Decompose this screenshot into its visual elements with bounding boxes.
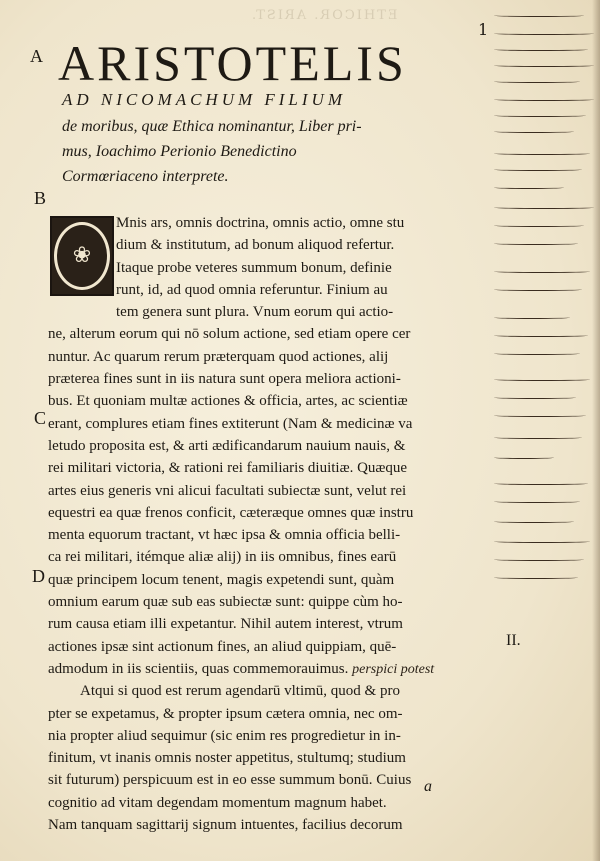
handwriting-stroke bbox=[494, 352, 580, 355]
text-line: quæ principem locum tenent, magis expetendi sunt, quàm bbox=[48, 571, 395, 588]
text-line: Itaque probe veteres summum bonum, definie bbox=[116, 259, 392, 276]
handwriting-stroke bbox=[494, 436, 582, 439]
marginal-letter-c: C bbox=[34, 408, 47, 428]
text-line: pter se expetamus, & propter ipsum cætera omnia, nec om- bbox=[48, 705, 403, 722]
handwriting-stroke bbox=[494, 270, 590, 273]
text-line: ne, alterum eorum qui nō solum actione, sed etiam opere cer bbox=[48, 326, 411, 343]
text-line: sit futurum) perspicuum est in eo esse summum bonū. Cuius bbox=[48, 772, 412, 789]
handwriting-stroke bbox=[494, 224, 584, 227]
marginal-letter-d: D bbox=[32, 566, 45, 586]
text-line: nuntur. Ac quarum rerum præterquam quod actiones, alij bbox=[48, 348, 389, 365]
page-edge-shadow bbox=[592, 0, 600, 861]
text-line: tem genera sunt plura. Vnum eorum qui actio- bbox=[116, 304, 394, 321]
text-line: menta equorum tractant, vt hæc ipsa & omnia officia belli- bbox=[48, 527, 401, 544]
handwriting-stroke bbox=[494, 500, 580, 503]
text-line: finitum, vt inanis omnis noster appetitus, stultumq; studium bbox=[48, 750, 406, 767]
handwritten-note: perspici potest bbox=[352, 661, 435, 677]
initial-flower-icon: ❀ bbox=[72, 243, 92, 268]
heading-block bbox=[62, 114, 482, 189]
text-line: artes eius generis vni alicui facultati subiectæ sunt, velut rei bbox=[48, 482, 407, 499]
handwriting-stroke bbox=[494, 482, 588, 485]
handwriting-stroke bbox=[494, 456, 554, 459]
heading-line: mus, Ioachimo Perionio Benedictino bbox=[62, 143, 297, 160]
running-head-bleedthrough: ETHICOR. ARIST. bbox=[250, 8, 398, 23]
handwriting-stroke bbox=[494, 32, 594, 35]
handwriting-stroke bbox=[494, 48, 588, 51]
handwriting-stroke bbox=[494, 520, 574, 523]
page-title: ARISTOTELIS bbox=[58, 35, 407, 91]
handwriting-stroke bbox=[494, 414, 586, 417]
handwriting-stroke bbox=[494, 540, 590, 543]
text-line: Atqui si quod est rerum agendarū vltimū, quod & pro bbox=[80, 683, 400, 700]
handwriting-stroke bbox=[494, 334, 588, 337]
handwriting-stroke bbox=[494, 558, 584, 561]
handwriting-stroke bbox=[494, 316, 570, 319]
text-line: rum causa etiam illi expetantur. Nihil autem interest, vtrum bbox=[48, 616, 403, 633]
handwriting-stroke bbox=[494, 206, 594, 209]
text-line-content: admodum in iis scientiis, quas commemorauimus. bbox=[48, 660, 349, 677]
text-line bbox=[48, 658, 488, 680]
handwriting-stroke bbox=[494, 288, 582, 291]
handwriting-stroke bbox=[494, 80, 580, 83]
text-line: letudo proposita est, & arti ædificandarum nauium nauis, & bbox=[48, 437, 406, 454]
text-line: cognitio ad vitam degendam momentum magnum habet. bbox=[48, 794, 387, 811]
handwriting-stroke bbox=[494, 396, 576, 399]
handwriting-stroke bbox=[494, 576, 578, 579]
chapter-marker: II. bbox=[506, 632, 521, 649]
text-line: Nam tanquam sagittarij signum intuentes, facilius decorum bbox=[48, 817, 403, 834]
handwriting-stroke bbox=[494, 378, 590, 381]
text-line: equestri ea quæ frenos conficit, cæteræque omnes quæ instru bbox=[48, 504, 414, 521]
text-line: runt, id, ad quod omnia referuntur. Finium au bbox=[116, 281, 388, 298]
page-subtitle: AD NICOMACHUM FILIUM bbox=[62, 90, 346, 109]
text-line: dium & institutum, ad bonum aliquod refertur. bbox=[116, 237, 395, 254]
text-line: bus. Et quoniam multæ actiones & officia, artes, ac scientiæ bbox=[48, 393, 408, 410]
heading-line: de moribus, quæ Ethica nominantur, Liber pri- bbox=[62, 118, 362, 135]
handwriting-stroke bbox=[494, 14, 584, 17]
folio-number: 1 bbox=[478, 20, 489, 39]
handwriting-stroke bbox=[494, 186, 564, 189]
handwritten-marginalia bbox=[488, 0, 600, 861]
handwriting-stroke bbox=[494, 242, 578, 245]
handwriting-stroke bbox=[494, 152, 590, 155]
marginal-letter-a: A bbox=[30, 46, 43, 66]
text-line: Mnis ars, omnis doctrina, omnis actio, omne stu bbox=[116, 215, 405, 231]
handwriting-stroke bbox=[494, 130, 574, 133]
handwriting-stroke bbox=[494, 114, 586, 117]
text-line: nia propter aliud sequimur (sic enim res progredietur in in- bbox=[48, 727, 401, 744]
text-line: omnium earum quæ sub eas subiectæ sunt: quippe cùm ho- bbox=[48, 594, 403, 611]
heading-line: Cormœriaceno interprete. bbox=[62, 168, 229, 185]
text-line: erant, complures etiam fines extiterunt (Nam & medicinæ va bbox=[48, 415, 413, 432]
marginal-letter-b: B bbox=[34, 188, 47, 208]
text-line: actiones ipsæ sint actionum fines, an aliud quippiam, quē- bbox=[48, 638, 397, 655]
text-line: præterea fines sunt in iis natura sunt opera meliora actioni- bbox=[48, 371, 401, 388]
handwriting-stroke bbox=[494, 64, 594, 67]
main-text bbox=[48, 212, 488, 836]
handwriting-stroke bbox=[494, 168, 582, 171]
signature-mark: a bbox=[424, 778, 432, 795]
handwriting-stroke bbox=[494, 98, 594, 101]
text-line: rei militari victoria, & rationi rei familiaris diuitiæ. Quæque bbox=[48, 460, 408, 477]
text-line: ca rei militari, itémque aliæ alij) in iis omnibus, fines earū bbox=[48, 549, 397, 566]
